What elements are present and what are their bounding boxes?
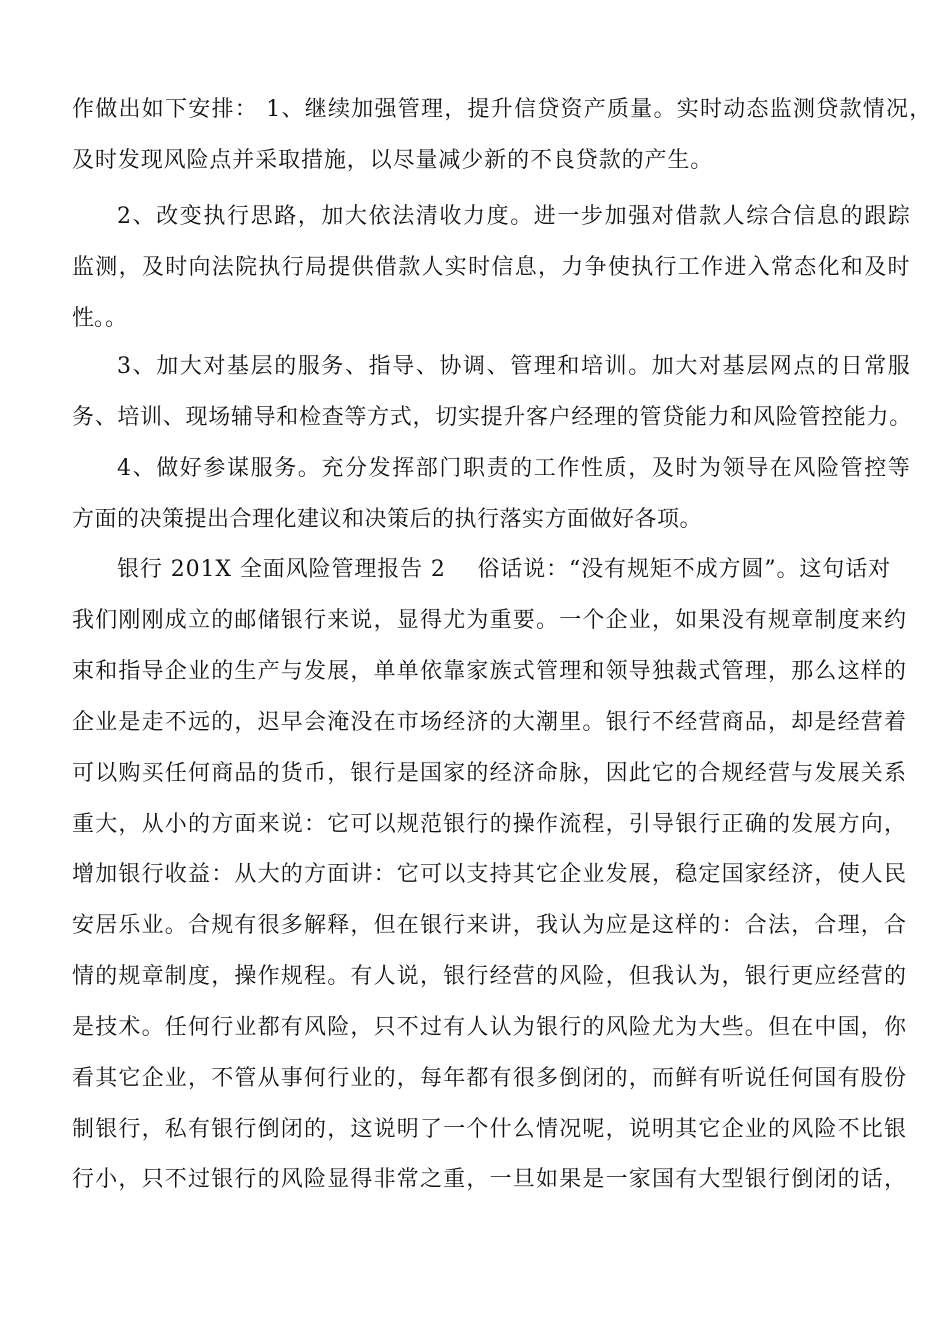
text-line: 作做出如下安排： 1、继续加强管理，提升信贷资产质量。实时动态监测贷款情况，: [72, 97, 933, 122]
text-line: 方面的决策提出合理化建议和决策后的执行落实方面做好各项。: [72, 507, 703, 532]
text-line: 安居乐业。合规有很多解释，但在银行来讲，我认为应是这样的：合法，合理，合: [72, 913, 908, 938]
text-line: 务、培训、现场辅导和检查等方式，切实提升客户经理的管贷能力和风险管控能力。: [72, 405, 912, 430]
text-line: 性。。: [72, 306, 128, 331]
text-line: 重大，从小的方面来说：它可以规范银行的操作流程，引导银行正确的发展方向，: [72, 812, 908, 837]
text-line: 制银行，私有银行倒闭的，这说明了一个什么情况呢，说明其它企业的风险不比银: [72, 1117, 908, 1142]
text-line: 监测，及时向法院执行局提供借款人实时信息，力争使执行工作进入常态化和及时: [72, 255, 911, 280]
text-line: 情的规章制度，操作规程。有人说，银行经营的风险，但我认为，银行更应经营的: [72, 964, 908, 989]
text-line: 3、加大对基层的服务、指导、协调、管理和培训。加大对基层网点的日常服: [117, 354, 912, 379]
text-line: 是技术。任何行业都有风险，只不过有人认为银行的风险尤为大些。但在中国，你: [72, 1015, 908, 1040]
text-line: 银行 201X 全面风险管理报告 2 俗话说：“没有规矩不成方圆”。这句话对: [117, 557, 891, 582]
text-line: 及时发现风险点并采取措施，以尽量减少新的不良贷款的产生。: [72, 148, 714, 173]
text-line: 增加银行收益：从大的方面讲：它可以支持其它企业发展，稳定国家经济，使人民: [72, 862, 908, 887]
text-line: 行小，只不过银行的风险显得非常之重，一旦如果是一家国有大型银行倒闭的话，: [72, 1167, 908, 1192]
text-line: 2、改变执行思路，加大依法清收力度。进一步加强对借款人综合信息的跟踪: [117, 204, 912, 229]
text-line: 束和指导企业的生产与发展，单单依靠家族式管理和领导独裁式管理，那么这样的: [72, 659, 908, 684]
text-line: 可以购买任何商品的货币，银行是国家的经济命脉，因此它的合规经营与发展关系: [72, 761, 908, 786]
text-line: 4、做好参谋服务。充分发挥部门职责的工作性质，及时为领导在风险管控等: [117, 456, 912, 481]
text-line: 我们刚刚成立的邮储银行来说，显得尤为重要。一个企业，如果没有规章制度来约: [72, 608, 908, 633]
text-line: 企业是走不远的，迟早会淹没在市场经济的大潮里。银行不经营商品，却是经营着: [72, 710, 908, 735]
text-line: 看其它企业，不管从事何行业的，每年都有很多倒闭的，而鲜有听说任何国有股份: [72, 1066, 908, 1091]
